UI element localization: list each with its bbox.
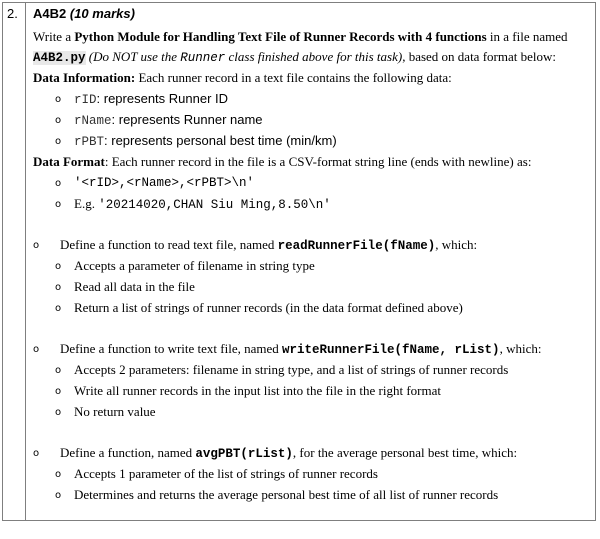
function-item: Return a list of strings of runner records (in the data format defined above) — [74, 300, 463, 315]
function-signature: avgPBT(rList) — [195, 447, 293, 461]
field-rname — [74, 112, 263, 129]
bullet-icon: o — [55, 407, 62, 418]
function-pre: Define a function to write text file, named — [60, 341, 283, 356]
filename-text: A4B2.py — [33, 51, 86, 65]
bullet-icon: o — [55, 94, 62, 105]
intro-line-1 — [33, 29, 568, 45]
function-signature: readRunnerFile(fName) — [277, 239, 436, 253]
function-post: , for the average personal best time, which: — [292, 445, 518, 460]
bullet-icon: o — [55, 303, 62, 314]
function-item: Read all data in the file — [74, 279, 195, 294]
function-item: Accepts 2 parameters: filename in string type, and a list of strings of runner records — [74, 362, 509, 377]
function-write-heading — [60, 341, 541, 358]
example-line — [74, 196, 331, 213]
title-text: A4B2 — [33, 6, 67, 21]
function-item: Write all runner records in the input list into the file in the right format — [74, 383, 441, 398]
bullet-icon: o — [55, 199, 62, 210]
bullet-icon: o — [55, 282, 62, 293]
function-post: , which: — [435, 237, 478, 252]
bullet-icon: o — [55, 365, 62, 376]
bullet-icon: o — [55, 261, 62, 272]
function-avg-heading — [60, 445, 517, 462]
field-desc: : represents Runner name — [111, 112, 263, 127]
question-frame — [2, 2, 596, 521]
intro-p2: Python Module for Handling Text File of Runner Records with 4 functions — [74, 29, 487, 44]
data-format-text: : Each runner record in the file is a CSV-format string line (ends with newline) as: — [104, 154, 532, 169]
function-post: , which: — [499, 341, 542, 356]
data-info-label: Data Information: — [33, 70, 136, 85]
data-info-text: Each runner record in a text file contains the following data: — [135, 70, 452, 85]
bullet-icon: o — [33, 240, 40, 251]
function-pre: Define a function, named — [60, 445, 196, 460]
question-content — [29, 3, 595, 520]
bullet-icon: o — [33, 448, 40, 459]
question-number-column — [3, 3, 26, 520]
intro-line-2 — [33, 49, 556, 66]
intro-p6: , based on data format below: — [402, 49, 556, 64]
bullet-icon: o — [33, 344, 40, 355]
format-string: '<rID>,<rName>,<rPBT>\n' — [74, 176, 255, 190]
marks-text: (10 marks) — [69, 6, 135, 21]
bullet-icon: o — [55, 386, 62, 397]
bullet-icon: o — [55, 490, 62, 501]
bullet-icon: o — [55, 178, 62, 189]
example-prefix: E.g. — [74, 196, 99, 211]
bullet-icon: o — [55, 136, 62, 147]
function-item: Determines and returns the average personal best time of all list of runner records — [74, 487, 499, 502]
function-read-heading — [60, 237, 477, 254]
function-item: Accepts 1 parameter of the list of strings of runner records — [74, 466, 378, 481]
intro-p4: (Do NOT use the — [85, 49, 181, 64]
data-format-line — [33, 154, 531, 170]
bullet-icon: o — [55, 469, 62, 480]
field-rpbt — [74, 133, 337, 150]
class-name-text: Runner — [180, 51, 226, 65]
intro-p5: class finished above for this task) — [225, 49, 403, 64]
data-format-label: Data Format — [33, 154, 105, 169]
question-title — [33, 6, 135, 22]
intro-p1: Write a — [33, 29, 75, 44]
bullet-icon: o — [55, 115, 62, 126]
function-item: Accepts a parameter of filename in string type — [74, 258, 315, 273]
function-pre: Define a function to read text file, named — [60, 237, 278, 252]
field-rid — [74, 91, 228, 108]
question-number: 2. — [7, 6, 18, 21]
data-info-line — [33, 70, 452, 86]
field-code: rName — [74, 114, 112, 128]
function-item: No return value — [74, 404, 156, 419]
field-desc: : represents Runner ID — [96, 91, 229, 106]
field-desc: : represents personal best time (min/km) — [104, 133, 337, 148]
function-signature: writeRunnerFile(fName, rList) — [282, 343, 500, 357]
field-code: rID — [74, 93, 97, 107]
intro-p3: in a file named — [486, 29, 568, 44]
example-string: '20214020,CHAN Siu Ming,8.50\n' — [98, 198, 331, 212]
field-code: rPBT — [74, 135, 105, 149]
